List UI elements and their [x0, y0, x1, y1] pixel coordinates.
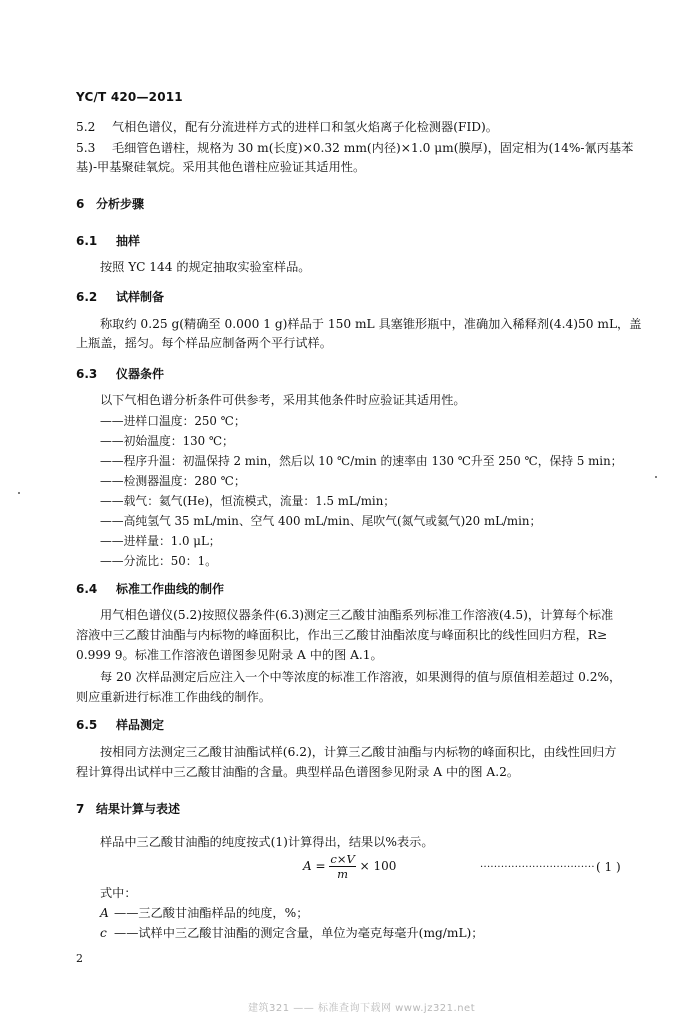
section-number: 6: [76, 197, 85, 211]
section-6-4-heading: [76, 580, 224, 597]
section-6-2-text-continuation: 上瓶盖，摇匀。每个样品应制备两个平行试样。: [76, 336, 332, 350]
condition-item: ——高纯氢气 35 mL/min、空气 400 mL/min、尾吹气(氮气或氦气)20 mL/min；: [100, 514, 542, 528]
clause-5-3: [76, 138, 633, 158]
section-7-intro: 样品中三乙酸甘油酯的纯度按式(1)计算得出，结果以%表示。: [100, 835, 434, 849]
section-title: 试样制备: [116, 290, 165, 304]
condition-item: ——载气：氦气(He)，恒流模式，流量：1.5 mL/min；: [100, 494, 396, 508]
section-title: 抽样: [116, 234, 141, 248]
formula-label: ( 1 ): [596, 860, 621, 874]
formula-multiplier: × 100: [359, 859, 397, 873]
section-number: 6.1: [76, 234, 98, 248]
scan-speck: [655, 476, 657, 478]
condition-item: ——检测器温度：280 ℃；: [100, 474, 246, 488]
document-id: YC/T 420—2011: [76, 90, 183, 104]
section-6-1-text: 按照 YC 144 的规定抽取实验室样品。: [100, 260, 311, 274]
section-title: 分析步骤: [96, 197, 145, 211]
formula-1: [303, 852, 396, 881]
where-description: ——三乙酸甘油酯样品的纯度，%；: [114, 906, 309, 920]
section-6-heading: [76, 195, 144, 212]
clause-5-3-continuation: 基)-甲基聚硅氧烷。采用其他色谱柱应验证其适用性。: [76, 160, 366, 174]
section-6-4-para2: 每 20 次样品测定后应注入一个中等浓度的标准工作溶液，如果测得的值与原值相差超过 0.2%，: [100, 670, 622, 684]
formula-lhs: A: [303, 859, 312, 873]
formula-numerator: c×V: [330, 852, 355, 866]
section-6-5-text-continuation: 程计算得出试样中三乙酸甘油酯的含量。典型样品色谱图参见附录 A 中的图 A.2。: [76, 765, 520, 779]
section-6-3-heading: [76, 365, 164, 382]
where-item: [100, 903, 308, 923]
condition-item: ——进样口温度：250 ℃；: [100, 414, 246, 428]
page-number: 2: [76, 952, 83, 965]
section-7-heading: [76, 800, 180, 817]
condition-item: ——分流比：50：1。: [100, 554, 217, 568]
clause-5-2: [76, 117, 498, 137]
clause-number: 5.2: [76, 120, 96, 134]
section-number: 6.3: [76, 367, 98, 381]
clause-text: 毛细管色谱柱，规格为 30 m(长度)×0.32 mm(内径)×1.0 μm(膜厚)，固定相为(14%-氰丙基苯: [112, 141, 634, 155]
clause-text: 气相色谱仪，配有分流进样方式的进样口和氢火焰离子化检测器(FID)。: [112, 120, 498, 134]
condition-item: ——程序升温：初温保持 2 min，然后以 10 ℃/min 的速率由 130 ℃升至 250 ℃，保持 5 min；: [100, 454, 623, 468]
section-number: 6.4: [76, 582, 98, 596]
where-symbol: A: [100, 906, 109, 920]
where-item: [100, 923, 484, 943]
section-number: 7: [76, 802, 85, 816]
clause-number: 5.3: [76, 141, 96, 155]
section-6-2-text: 称取约 0.25 g(精确至 0.000 1 g)样品于 150 mL 具塞锥形瓶中，准确加入稀释剂(4.4)50 mL，盖: [100, 317, 642, 331]
section-number: 6.2: [76, 290, 98, 304]
section-6-2-heading: [76, 288, 164, 305]
section-6-4-para1-line3: 0.999 9。标准工作溶液色谱图参见附录 A 中的图 A.1。: [76, 648, 383, 662]
where-symbol: c: [100, 926, 107, 940]
watermark: 建筑321 —— 标准查询下载网 www.jz321.net: [248, 1003, 476, 1014]
where-intro: 式中：: [100, 886, 137, 900]
section-6-4-para1-line2: 溶液中三乙酸甘油酯与内标物的峰面积比，作出三乙酸甘油酯浓度与峰面积比的线性回归方程，R≥: [76, 628, 608, 642]
section-title: 结果计算与表述: [96, 802, 181, 816]
section-6-4-para2-line2: 则应重新进行标准工作曲线的制作。: [76, 690, 271, 704]
where-description: ——试样中三乙酸甘油酯的测定含量，单位为毫克每毫升(mg/mL)；: [114, 926, 484, 940]
section-6-3-intro: 以下气相色谱分析条件可供参考，采用其他条件时应验证其适用性。: [100, 393, 466, 407]
scan-speck: [18, 492, 20, 494]
formula-leader-dots: ·································: [480, 862, 595, 873]
section-6-1-heading: [76, 232, 140, 249]
formula-equals: =: [315, 859, 326, 873]
section-6-4-para1: 用气相色谱仪(5.2)按照仪器条件(6.3)测定三乙酸甘油酯系列标准工作溶液(4.5)，计算每个标准: [100, 608, 614, 622]
section-number: 6.5: [76, 718, 98, 732]
formula-denominator: m: [337, 867, 349, 881]
section-title: 仪器条件: [116, 367, 165, 381]
section-6-5-heading: [76, 716, 164, 733]
section-6-5-text: 按相同方法测定三乙酸甘油酯试样(6.2)，计算三乙酸甘油酯与内标物的峰面积比，由线性回归方: [100, 745, 617, 759]
formula-fraction: [329, 852, 355, 881]
section-title: 样品测定: [116, 718, 165, 732]
condition-item: ——进样量：1.0 μL；: [100, 534, 221, 548]
section-title: 标准工作曲线的制作: [116, 582, 225, 596]
condition-item: ——初始温度：130 ℃；: [100, 434, 234, 448]
